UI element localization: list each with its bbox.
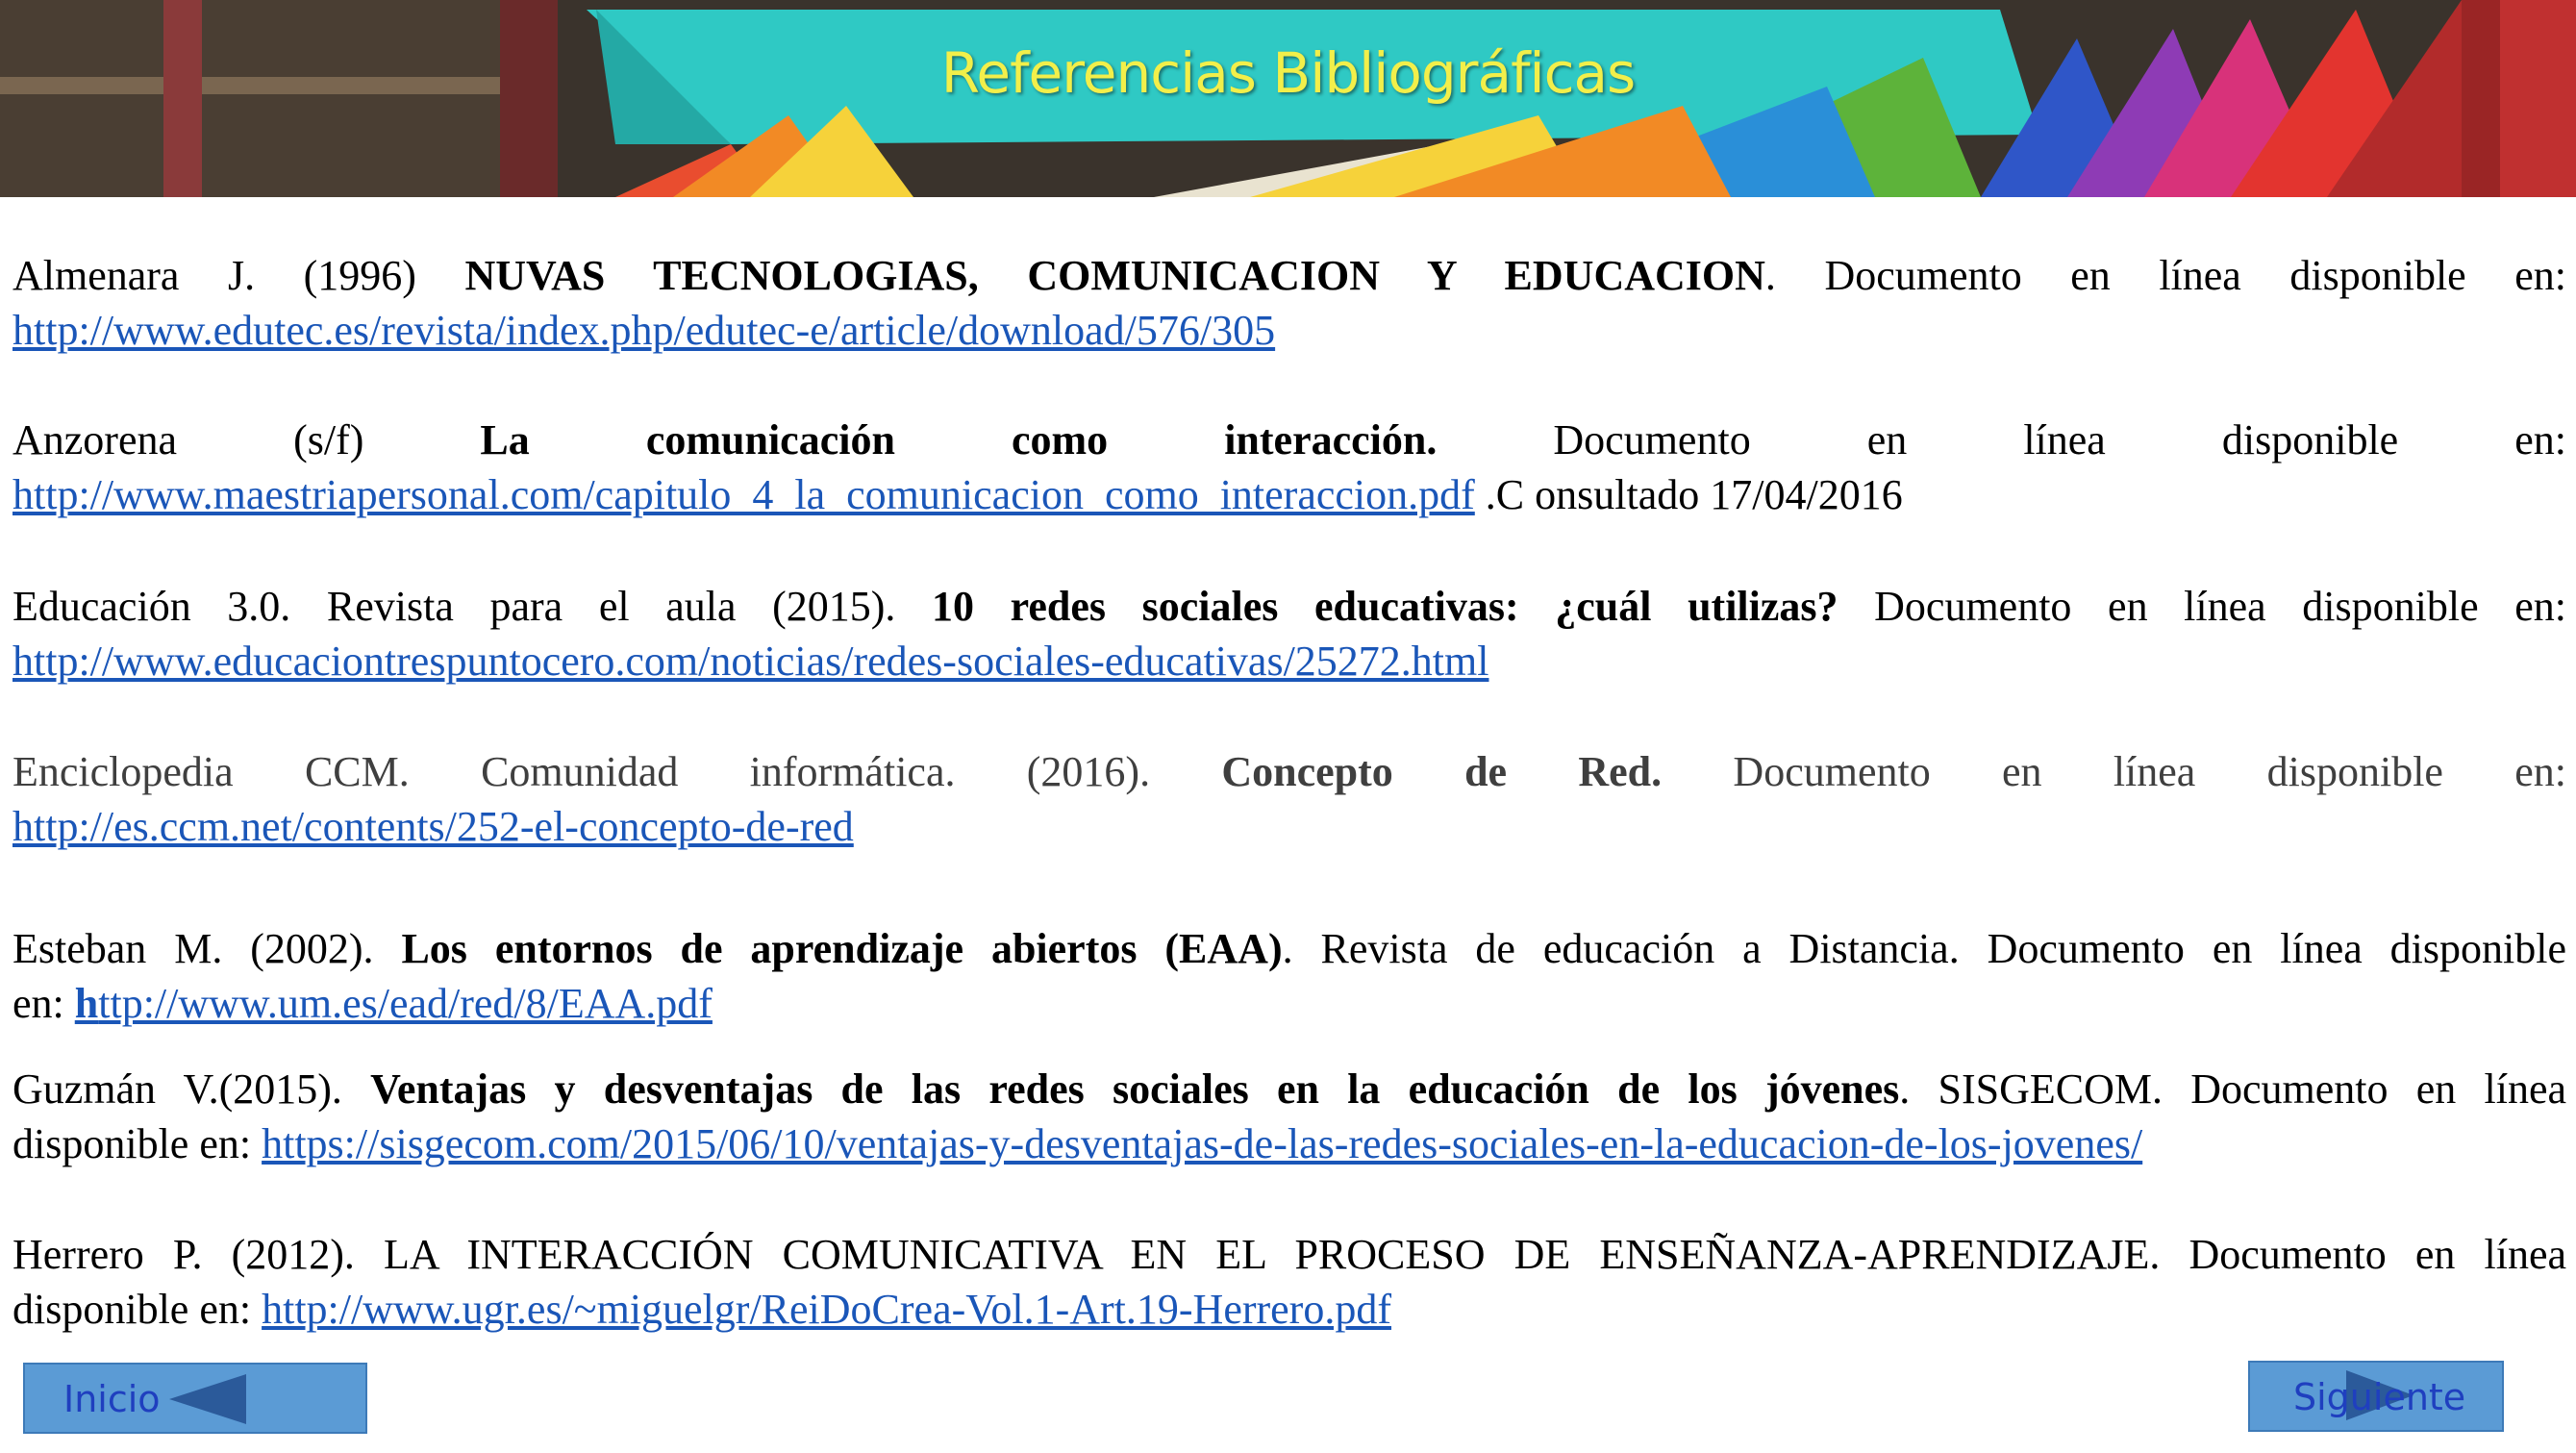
- reference-link[interactable]: http://www.edutec.es/revista/index.php/edutec-e/article/download/576/305: [13, 307, 1276, 354]
- reference-title: Ventajas y desventajas de las redes sociales en la educación de los jóvenes: [370, 1065, 1900, 1113]
- reference-author: Herrero P. (2012). LA INTERACCIÓN COMUNICATIVA EN EL PROCESO DE ENSEÑANZA-APRENDIZAJE. Documento en línea: [13, 1231, 2566, 1278]
- reference-item: [13, 921, 2566, 1031]
- prev-button-label: Inicio: [63, 1378, 161, 1420]
- reference-note: . Revista de educación a Distancia. Documento en línea disponible: [1282, 925, 2567, 972]
- reference-consulted-date: .C onsultado 17/04/2016: [1474, 471, 1903, 518]
- reference-title: Concepto de Red.: [1221, 748, 1663, 795]
- reference-prefix: disponible en:: [13, 1286, 263, 1333]
- reference-link-text: ttp://www.um.es/ead/red/8/EAA.pdf: [98, 980, 713, 1027]
- reference-link[interactable]: http://es.ccm.net/contents/252-el-concepto-de-red: [13, 803, 854, 850]
- reference-link[interactable]: http://www.ugr.es/~miguelgr/ReiDoCrea-Vol.1-Art.19-Herrero.pdf: [262, 1286, 1391, 1333]
- reference-link[interactable]: [75, 980, 713, 1027]
- reference-item: [13, 579, 2566, 689]
- next-button[interactable]: [2248, 1361, 2504, 1432]
- reference-title: 10 redes sociales educativas: ¿cuál utilizas?: [932, 583, 1838, 630]
- arrow-left-icon: [169, 1374, 246, 1424]
- reference-title: La comunicación como interacción.: [480, 416, 1438, 463]
- reference-note: Documento en línea disponible en:: [1838, 583, 2566, 630]
- reference-link[interactable]: http://www.educaciontrespuntocero.com/noticias/redes-sociales-educativas/25272.html: [13, 638, 1489, 685]
- reference-item: [13, 744, 2566, 854]
- reference-prefix: disponible en:: [13, 1120, 263, 1167]
- reference-link[interactable]: http://www.maestriapersonal.com/capitulo_4_la_comunicacion_como_interaccion.pdf: [13, 471, 1475, 518]
- reference-note: . SISGECOM. Documento en línea: [1899, 1065, 2566, 1113]
- prev-button[interactable]: [23, 1363, 367, 1434]
- reference-note: Documento en línea disponible en:: [1437, 416, 2566, 463]
- reference-author: Almenara J. (1996): [13, 252, 465, 299]
- reference-prefix: en:: [13, 980, 75, 1027]
- reference-link-bold: h: [74, 980, 99, 1027]
- reference-author: Anzorena (s/f): [13, 416, 481, 463]
- reference-title: Los entornos de aprendizaje abiertos (EAA): [401, 925, 1283, 972]
- reference-note: . Documento en línea disponible en:: [1764, 252, 2566, 299]
- reference-title: NUVAS TECNOLOGIAS, COMUNICACION Y EDUCACION: [464, 252, 1765, 299]
- reference-author: Enciclopedia CCM. Comunidad informática. (2016).: [13, 748, 1222, 795]
- header-banner: [0, 0, 2576, 197]
- reference-note: Documento en línea disponible en:: [1662, 748, 2566, 795]
- reference-link[interactable]: https://sisgecom.com/2015/06/10/ventajas-y-desventajas-de-las-redes-sociales-en-la-educacion-de-los-jovenes/: [262, 1120, 2143, 1167]
- reference-author: Esteban M. (2002).: [13, 925, 402, 972]
- reference-item: [13, 1062, 2566, 1171]
- reference-item: [13, 248, 2566, 358]
- reference-item: [13, 413, 2566, 522]
- next-button-label: Siguiente: [2293, 1376, 2466, 1418]
- reference-author: Educación 3.0. Revista para el aula (2015).: [13, 583, 932, 630]
- reference-author: Guzmán V.(2015).: [13, 1065, 371, 1113]
- reference-item: [13, 1227, 2566, 1337]
- page-title: Referencias Bibliográficas: [940, 40, 1636, 106]
